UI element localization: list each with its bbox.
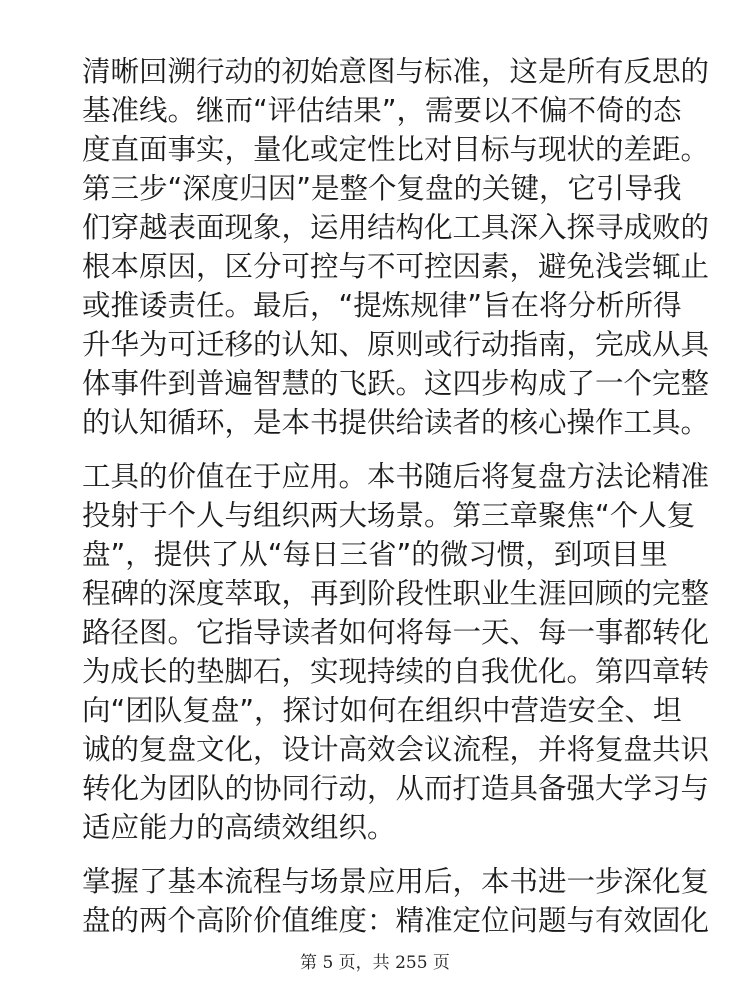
text-line: 工具的价值在于应用。本书随后将复盘方法论精准 [82, 460, 710, 493]
body-text [82, 52, 710, 955]
text-line: 或推诿责任。最后，“提炼规律”旨在将分析所得 [82, 289, 682, 322]
text-line: 第三步“深度归因”是整个复盘的关键，它引导我 [82, 172, 682, 205]
text-line: 清晰回溯行动的初始意图与标准，这是所有反思的 [82, 55, 710, 88]
text-line: 体事件到普遍智慧的飞跃。这四步构成了一个完整 [82, 367, 710, 400]
text-line: 们穿越表面现象，运用结构化工具深入探寻成败的 [82, 211, 710, 244]
text-line: 向“团队复盘”，探讨如何在组织中营造安全、坦 [82, 694, 682, 727]
text-line: 基准线。继而“评估结果”，需要以不偏不倚的态 [82, 94, 682, 127]
text-line: 路径图。它指导读者如何将每一天、每一事都转化 [82, 616, 710, 649]
text-line: 适应能力的高绩效组织。 [82, 811, 396, 844]
text-line: 盘的两个高阶价值维度：精准定位问题与有效固化 [82, 904, 710, 937]
paragraph-3 [82, 862, 710, 940]
paragraph-1 [82, 52, 710, 442]
text-line: 程碑的深度萃取，再到阶段性职业生涯回顾的完整 [82, 577, 710, 610]
paragraph-2 [82, 457, 710, 847]
text-line: 诚的复盘文化，设计高效会议流程，并将复盘共识 [82, 733, 710, 766]
page-number-footer: 第 5 页，共 255 页 [300, 953, 450, 973]
text-line: 盘”，提供了从“每日三省”的微习惯，到项目里 [82, 538, 668, 571]
text-line: 投射于个人与组织两大场景。第三章聚焦“个人复 [82, 499, 696, 532]
text-line: 为成长的垫脚石，实现持续的自我优化。第四章转 [82, 655, 710, 688]
text-line: 掌握了基本流程与场景应用后，本书进一步深化复 [82, 865, 710, 898]
text-line: 转化为团队的协同行动，从而打造具备强大学习与 [82, 772, 710, 805]
text-line: 升华为可迁移的认知、原则或行动指南，完成从具 [82, 328, 710, 361]
text-line: 根本原因，区分可控与不可控因素，避免浅尝辄止 [82, 250, 710, 283]
text-line: 度直面事实，量化或定性比对目标与现状的差距。 [82, 133, 710, 166]
text-line: 的认知循环，是本书提供给读者的核心操作工具。 [82, 406, 710, 439]
